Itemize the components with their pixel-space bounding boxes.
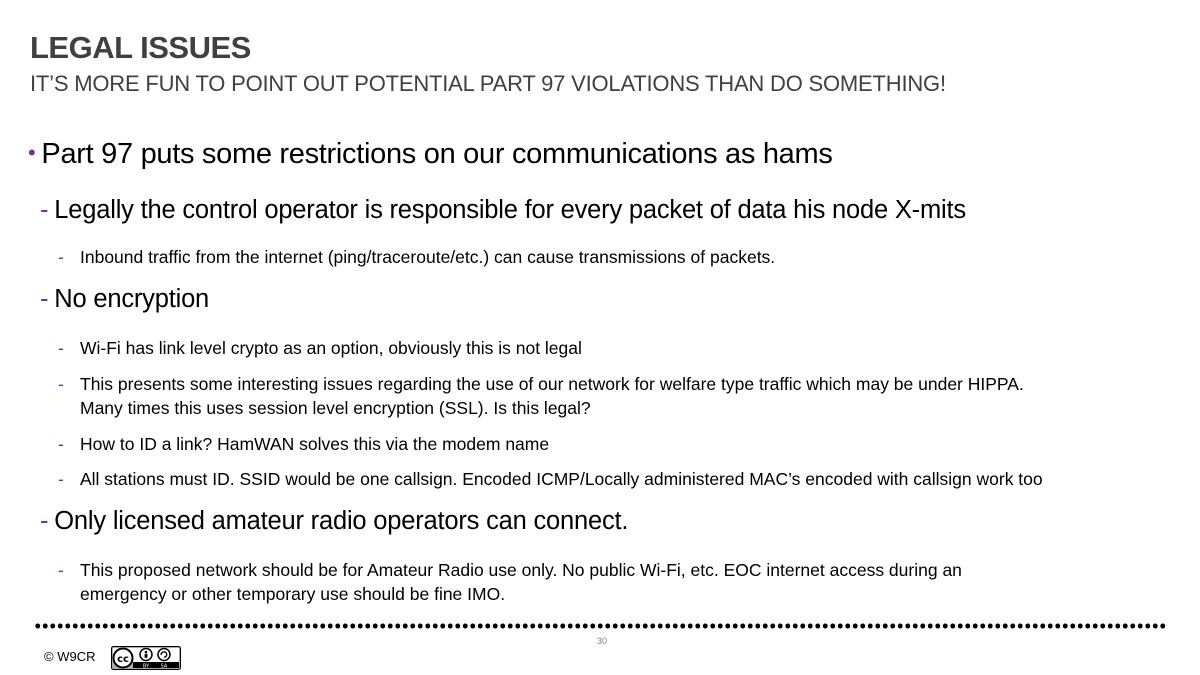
bullet-licensed-only <box>40 507 628 536</box>
sub-bullet-text: This proposed network should be for Amateur Radio use only. No public Wi-Fi, etc. EOC internet access during an <box>80 560 962 580</box>
bullet-control-operator-text: Legally the control operator is responsible for every packet of data his node X-mits <box>54 196 966 224</box>
cc-sa-label: SA <box>160 663 168 670</box>
sub-bullet-amateur-only <box>58 558 962 606</box>
sub-bullet-stations-id <box>58 467 1043 491</box>
bullet-no-encryption <box>40 285 209 314</box>
sub-bullet-text: All stations must ID. SSID would be one callsign. Encoded ICMP/Locally administered MAC’s encoded with callsign work too <box>80 469 1043 489</box>
cc-label: cc <box>117 654 129 665</box>
bullet-main-text: Part 97 puts some restrictions on our communications as hams <box>41 138 833 170</box>
bullet-main <box>28 138 833 171</box>
slide-title: LEGAL ISSUES <box>30 30 251 65</box>
bullet-licensed-only-text: Only licensed amateur radio operators can connect. <box>54 507 629 535</box>
bullet-dot-icon: • <box>28 140 36 165</box>
sub-bullet-continuation: emergency or other temporary use should be fine IMO. <box>80 584 506 604</box>
dash-icon: - <box>58 434 64 454</box>
dash-icon: - <box>58 338 64 358</box>
dash-icon: - <box>58 247 64 267</box>
slide-subtitle: IT’S MORE FUN TO POINT OUT POTENTIAL PART 97 VIOLATIONS THAN DO SOMETHING! <box>30 71 946 96</box>
cc-by-label: BY <box>142 663 150 670</box>
dash-icon: - <box>58 374 64 394</box>
sub-bullet-inbound-traffic <box>58 245 775 269</box>
sub-bullet-wifi-crypto <box>58 336 582 360</box>
sub-bullet-hippa <box>58 372 1024 420</box>
dash-icon: - <box>40 196 49 224</box>
dash-icon: - <box>40 507 49 535</box>
dotted-divider <box>34 622 1168 630</box>
creative-commons-icon <box>111 646 181 670</box>
sub-bullet-continuation: Many times this uses session level encryption (SSL). Is this legal? <box>80 398 591 418</box>
dash-icon: - <box>40 285 49 313</box>
dash-icon: - <box>58 469 64 489</box>
sub-bullet-text: How to ID a link? HamWAN solves this via the modem name <box>80 434 550 454</box>
sub-bullet-text: Wi-Fi has link level crypto as an option, obviously this is not legal <box>80 338 582 358</box>
bullet-control-operator <box>40 196 966 225</box>
sub-bullet-id-link <box>58 432 549 456</box>
bullet-no-encryption-text: No encryption <box>54 285 210 313</box>
dash-icon: - <box>58 560 64 580</box>
sub-bullet-text: Inbound traffic from the internet (ping/traceroute/etc.) can cause transmissions of packets. <box>80 247 776 267</box>
copyright-text: © W9CR <box>44 649 96 664</box>
sub-bullet-text: This presents some interesting issues regarding the use of our network for welfare type traffic which may be under HIPPA. <box>80 374 1024 394</box>
page-number: 30 <box>596 636 607 646</box>
